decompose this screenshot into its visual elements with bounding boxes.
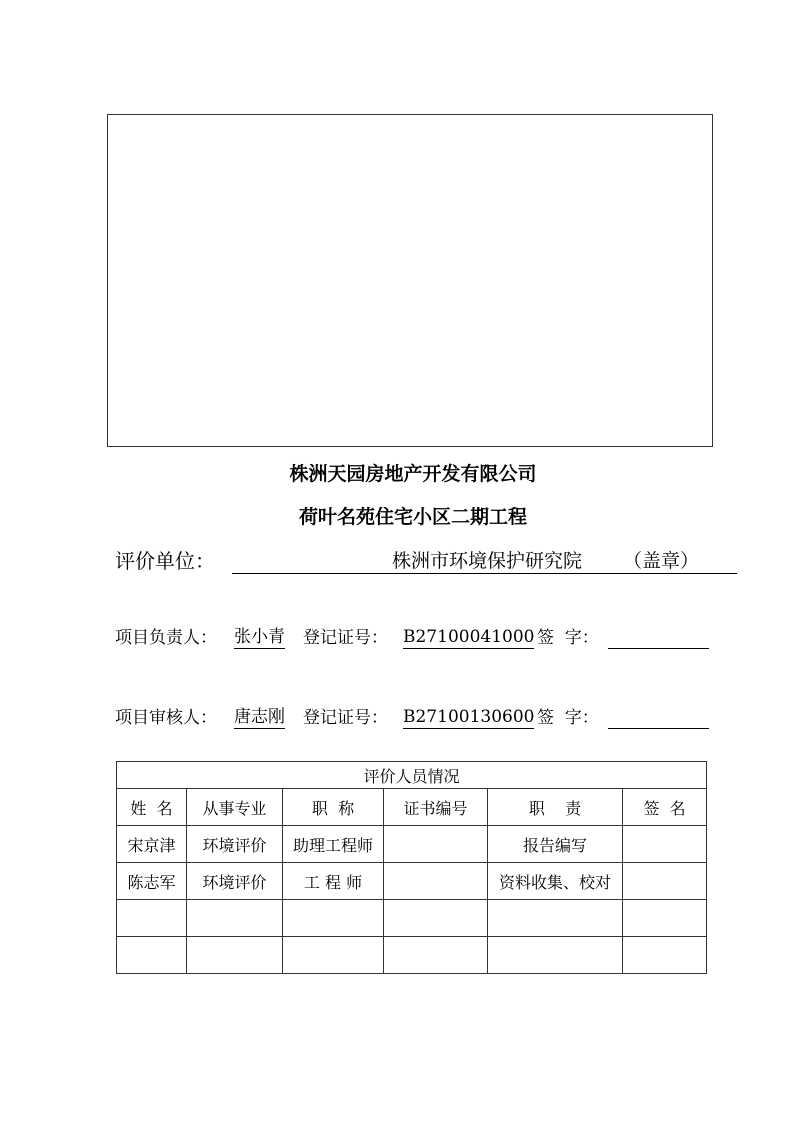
cell-duty bbox=[488, 900, 623, 937]
leader-name: 张小青 bbox=[234, 627, 285, 647]
staff-table-caption: 评价人员情况 bbox=[117, 762, 707, 789]
cell-specialty: 环境评价 bbox=[187, 826, 283, 863]
reviewer-reg-no: B27100130600 bbox=[403, 707, 535, 727]
leader-sign-line bbox=[608, 626, 709, 649]
cell-title: 助理工程师 bbox=[283, 826, 384, 863]
leader-reg-no: B27100041000 bbox=[403, 627, 535, 647]
table-row bbox=[117, 826, 707, 863]
reviewer-role-label: 项目审核人： bbox=[115, 708, 217, 728]
cell-duty: 资料收集、校对 bbox=[488, 863, 623, 900]
leader-reg-label: 登记证号： bbox=[303, 628, 388, 648]
project-name: 荷叶名苑住宅小区二期工程 bbox=[298, 506, 527, 528]
reviewer-sign-line bbox=[608, 706, 709, 729]
assessment-unit-row bbox=[115, 546, 715, 578]
staff-table-header-row bbox=[117, 789, 707, 826]
leader-role-label: 项目负责人： bbox=[115, 628, 217, 648]
cell-title: 工 程 师 bbox=[283, 863, 384, 900]
cover-image-frame bbox=[107, 114, 713, 447]
cell-signature bbox=[623, 863, 707, 900]
cell-signature bbox=[623, 826, 707, 863]
table-row bbox=[117, 900, 707, 937]
cell-name bbox=[117, 937, 187, 974]
cell-cert-no bbox=[384, 900, 488, 937]
cell-name bbox=[117, 900, 187, 937]
project-leader-row bbox=[115, 626, 715, 652]
cell-cert-no bbox=[384, 937, 488, 974]
cell-title bbox=[283, 900, 384, 937]
leader-sign-label: 签 字： bbox=[537, 628, 599, 648]
cell-signature bbox=[623, 900, 707, 937]
assessment-unit-value: 株洲市环境保护研究院 bbox=[391, 550, 582, 572]
cell-specialty bbox=[187, 937, 283, 974]
header-specialty: 从事专业 bbox=[187, 789, 283, 826]
reviewer-reg-label: 登记证号： bbox=[303, 708, 388, 728]
cell-name: 陈志军 bbox=[117, 863, 187, 900]
header-title: 职 称 bbox=[283, 789, 384, 826]
cell-duty bbox=[488, 937, 623, 974]
cell-title bbox=[283, 937, 384, 974]
project-reviewer-row bbox=[115, 706, 715, 732]
stamp-note: （盖章） bbox=[623, 550, 700, 572]
header-signature: 签 名 bbox=[623, 789, 707, 826]
cell-duty: 报告编写 bbox=[488, 826, 623, 863]
company-name: 株洲天园房地产开发有限公司 bbox=[289, 463, 537, 485]
table-row bbox=[117, 863, 707, 900]
cell-specialty: 环境评价 bbox=[187, 863, 283, 900]
cell-signature bbox=[623, 937, 707, 974]
header-duty: 职 责 bbox=[488, 789, 623, 826]
header-cert-no: 证书编号 bbox=[384, 789, 488, 826]
staff-table bbox=[116, 761, 707, 974]
cell-cert-no bbox=[384, 826, 488, 863]
cell-specialty bbox=[187, 900, 283, 937]
reviewer-name: 唐志刚 bbox=[234, 707, 285, 727]
cell-name: 宋京津 bbox=[117, 826, 187, 863]
reviewer-sign-label: 签 字： bbox=[537, 708, 599, 728]
table-row bbox=[117, 937, 707, 974]
header-name: 姓 名 bbox=[117, 789, 187, 826]
cell-cert-no bbox=[384, 863, 488, 900]
assessment-unit-label: 评价单位： bbox=[115, 549, 215, 573]
